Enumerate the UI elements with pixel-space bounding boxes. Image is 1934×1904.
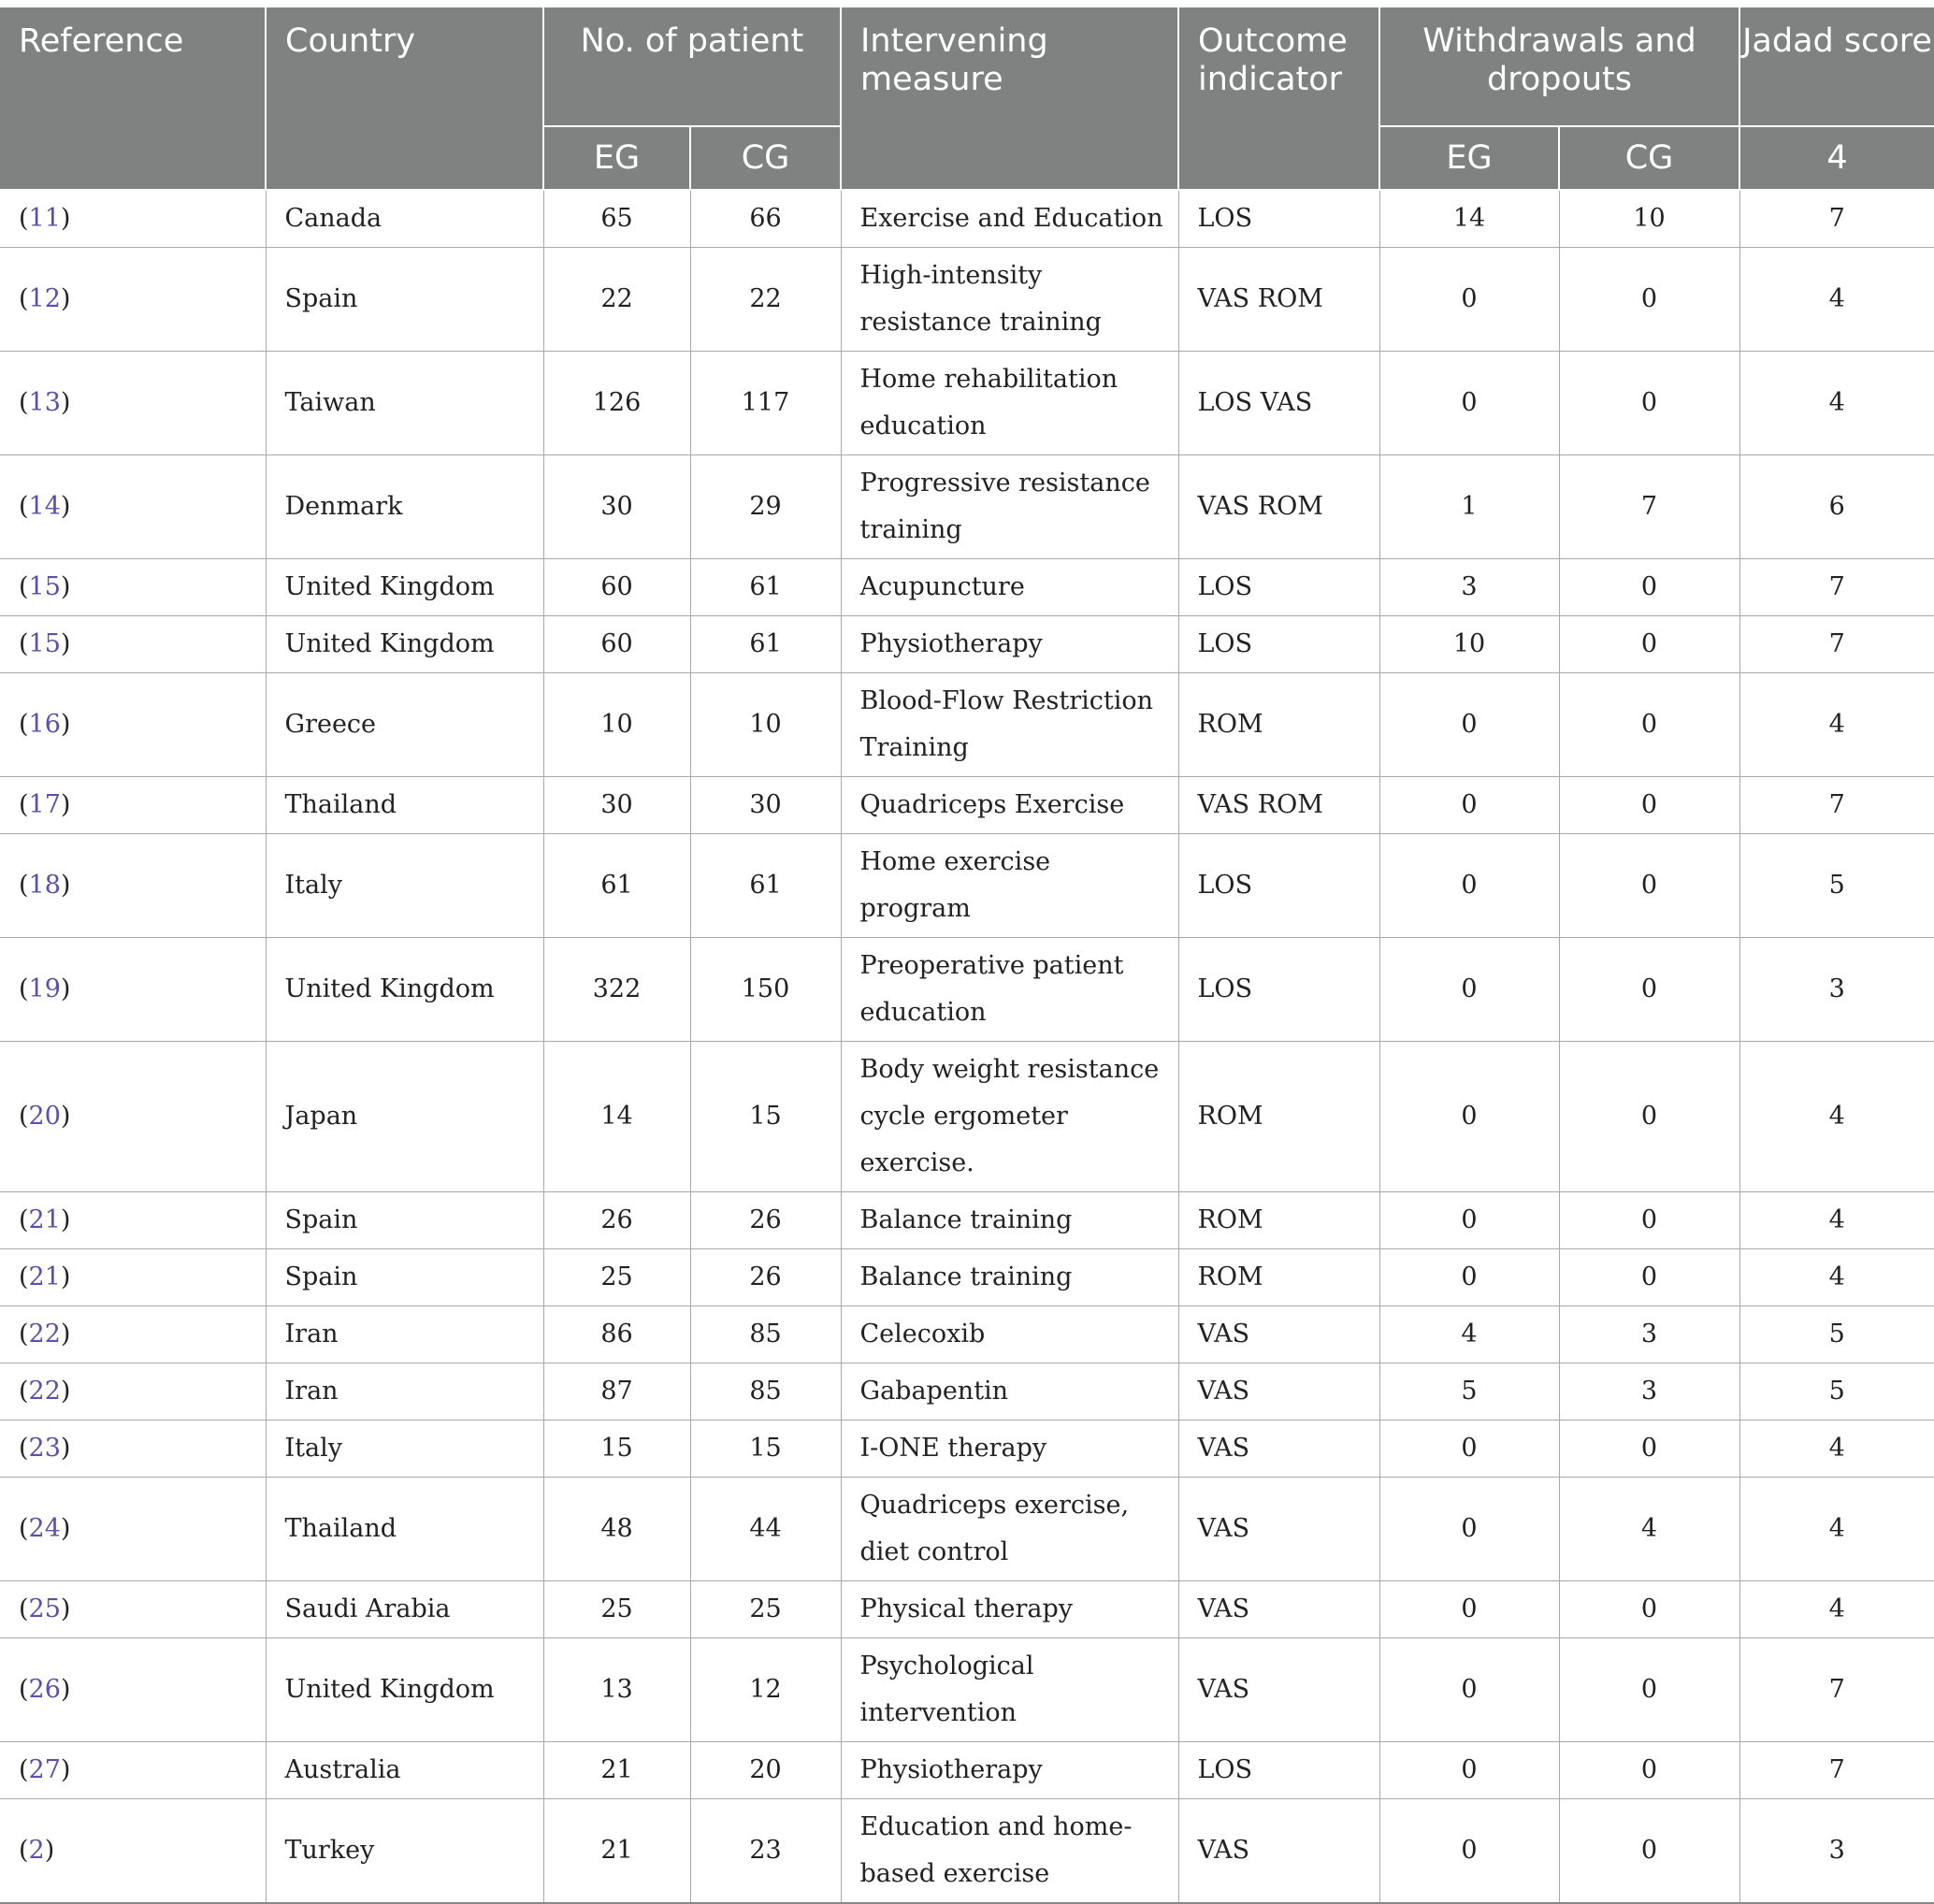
cell-withdrawals-eg: 0	[1379, 1742, 1559, 1799]
table-row	[0, 834, 1934, 938]
cell-patients-eg: 14	[543, 1042, 690, 1192]
cell-country: Spain	[266, 1192, 543, 1249]
cell-jadad: 4	[1739, 352, 1934, 455]
header-patients-eg: EG	[543, 126, 690, 190]
cell-patients-cg: 61	[690, 834, 841, 938]
table-row	[0, 1042, 1934, 1192]
reference-link[interactable]: 2	[28, 1836, 45, 1865]
cell-withdrawals-cg: 0	[1559, 1249, 1739, 1306]
cell-patients-eg: 30	[543, 455, 690, 559]
cell-country: Turkey	[266, 1799, 543, 1904]
cell-patients-eg: 26	[543, 1192, 690, 1249]
cell-withdrawals-eg: 0	[1379, 1042, 1559, 1192]
header-withdrawals-eg: EG	[1379, 126, 1559, 190]
cell-patients-cg: 12	[690, 1638, 841, 1742]
cell-country: Thailand	[266, 777, 543, 834]
cell-outcome: VAS ROM	[1178, 455, 1379, 559]
cell-reference: (13)	[0, 352, 266, 455]
cell-intervention: Blood-Flow Restriction Training	[841, 673, 1178, 777]
cell-country: Canada	[266, 190, 543, 248]
cell-jadad: 7	[1739, 616, 1934, 673]
reference-link[interactable]: 22	[28, 1377, 61, 1406]
cell-jadad: 7	[1739, 777, 1934, 834]
cell-reference: (21)	[0, 1249, 266, 1306]
cell-jadad: 5	[1739, 834, 1934, 938]
cell-patients-cg: 15	[690, 1042, 841, 1192]
cell-intervention: Preoperative patient education	[841, 938, 1178, 1042]
cell-patients-cg: 25	[690, 1581, 841, 1638]
cell-reference: (11)	[0, 190, 266, 248]
cell-patients-cg: 15	[690, 1421, 841, 1478]
table-row	[0, 673, 1934, 777]
cell-outcome: VAS	[1178, 1581, 1379, 1638]
cell-withdrawals-cg: 0	[1559, 938, 1739, 1042]
cell-patients-eg: 10	[543, 673, 690, 777]
cell-jadad: 5	[1739, 1306, 1934, 1363]
cell-patients-cg: 10	[690, 673, 841, 777]
cell-reference: (12)	[0, 248, 266, 352]
cell-country: Australia	[266, 1742, 543, 1799]
table-row	[0, 1363, 1934, 1421]
table-row	[0, 1478, 1934, 1581]
cell-outcome: VAS ROM	[1178, 777, 1379, 834]
cell-intervention: Home exercise program	[841, 834, 1178, 938]
cell-outcome: ROM	[1178, 1249, 1379, 1306]
cell-patients-eg: 21	[543, 1742, 690, 1799]
cell-reference: (18)	[0, 834, 266, 938]
cell-patients-cg: 85	[690, 1306, 841, 1363]
cell-reference: (16)	[0, 673, 266, 777]
cell-intervention: Balance training	[841, 1192, 1178, 1249]
cell-patients-cg: 30	[690, 777, 841, 834]
table-row	[0, 1306, 1934, 1363]
reference-link[interactable]: 27	[28, 1755, 61, 1784]
cell-withdrawals-cg: 0	[1559, 1799, 1739, 1904]
cell-patients-eg: 126	[543, 352, 690, 455]
cell-jadad: 7	[1739, 1742, 1934, 1799]
table-row	[0, 1249, 1934, 1306]
cell-outcome: VAS	[1178, 1478, 1379, 1581]
cell-withdrawals-eg: 0	[1379, 352, 1559, 455]
header-intervention: Intervening measure	[841, 7, 1178, 190]
cell-withdrawals-cg: 3	[1559, 1306, 1739, 1363]
cell-country: Iran	[266, 1363, 543, 1421]
cell-patients-eg: 61	[543, 834, 690, 938]
cell-intervention: High-intensity resistance training	[841, 248, 1178, 352]
cell-outcome: VAS	[1178, 1638, 1379, 1742]
reference-link[interactable]: 26	[28, 1675, 61, 1704]
table-row	[0, 352, 1934, 455]
table-row	[0, 1421, 1934, 1478]
cell-withdrawals-cg: 0	[1559, 1638, 1739, 1742]
cell-withdrawals-eg: 0	[1379, 938, 1559, 1042]
table-row	[0, 1581, 1934, 1638]
cell-outcome: ROM	[1178, 1042, 1379, 1192]
cell-reference: (22)	[0, 1363, 266, 1421]
cell-withdrawals-cg: 0	[1559, 1581, 1739, 1638]
cell-intervention: Exercise and Education	[841, 190, 1178, 248]
cell-jadad: 6	[1739, 455, 1934, 559]
cell-reference: (21)	[0, 1192, 266, 1249]
header-jadad-sub: 4	[1739, 126, 1934, 190]
cell-withdrawals-eg: 0	[1379, 777, 1559, 834]
cell-outcome: ROM	[1178, 1192, 1379, 1249]
cell-reference: (15)	[0, 559, 266, 616]
table-row	[0, 938, 1934, 1042]
reference-link[interactable]: 23	[28, 1434, 61, 1463]
cell-patients-eg: 15	[543, 1421, 690, 1478]
reference-link[interactable]: 21	[28, 1262, 61, 1291]
cell-intervention: Acupuncture	[841, 559, 1178, 616]
reference-link[interactable]: 21	[28, 1205, 61, 1234]
cell-patients-cg: 29	[690, 455, 841, 559]
reference-link[interactable]: 16	[28, 710, 61, 739]
cell-withdrawals-cg: 0	[1559, 559, 1739, 616]
cell-country: Japan	[266, 1042, 543, 1192]
cell-patients-cg: 23	[690, 1799, 841, 1904]
cell-intervention: Gabapentin	[841, 1363, 1178, 1421]
cell-patients-eg: 25	[543, 1581, 690, 1638]
cell-patients-eg: 60	[543, 616, 690, 673]
cell-patients-eg: 60	[543, 559, 690, 616]
cell-outcome: LOS	[1178, 616, 1379, 673]
cell-intervention: I-ONE therapy	[841, 1421, 1178, 1478]
cell-jadad: 7	[1739, 190, 1934, 248]
cell-reference: (15)	[0, 616, 266, 673]
cell-withdrawals-cg: 10	[1559, 190, 1739, 248]
table-row	[0, 1192, 1934, 1249]
cell-withdrawals-cg: 0	[1559, 352, 1739, 455]
table-row	[0, 455, 1934, 559]
cell-jadad: 4	[1739, 1249, 1934, 1306]
cell-reference: (20)	[0, 1042, 266, 1192]
cell-country: Denmark	[266, 455, 543, 559]
cell-jadad: 3	[1739, 938, 1934, 1042]
header-row	[0, 7, 1934, 126]
cell-withdrawals-eg: 0	[1379, 1581, 1559, 1638]
cell-withdrawals-cg: 0	[1559, 616, 1739, 673]
cell-country: Greece	[266, 673, 543, 777]
cell-withdrawals-cg: 0	[1559, 777, 1739, 834]
table-row	[0, 190, 1934, 248]
cell-patients-eg: 86	[543, 1306, 690, 1363]
reference-link[interactable]: 20	[28, 1102, 61, 1131]
cell-withdrawals-eg: 0	[1379, 1799, 1559, 1904]
reference-link[interactable]: 15	[28, 629, 61, 658]
reference-link[interactable]: 25	[28, 1594, 61, 1623]
cell-outcome: VAS	[1178, 1306, 1379, 1363]
cell-patients-cg: 150	[690, 938, 841, 1042]
cell-patients-eg: 65	[543, 190, 690, 248]
cell-intervention: Body weight resistance cycle ergometer exercise.	[841, 1042, 1178, 1192]
cell-withdrawals-eg: 0	[1379, 1421, 1559, 1478]
header-outcome: Outcome indicator	[1178, 7, 1379, 190]
cell-withdrawals-eg: 0	[1379, 834, 1559, 938]
cell-outcome: LOS	[1178, 559, 1379, 616]
reference-link[interactable]: 17	[28, 790, 61, 819]
cell-withdrawals-cg: 0	[1559, 1192, 1739, 1249]
cell-intervention: Home rehabilitation education	[841, 352, 1178, 455]
cell-intervention: Education and home-based exercise	[841, 1799, 1178, 1904]
header-withdrawals-cg: CG	[1559, 126, 1739, 190]
cell-reference: (27)	[0, 1742, 266, 1799]
cell-jadad: 4	[1739, 1192, 1934, 1249]
cell-patients-cg: 61	[690, 616, 841, 673]
cell-intervention: Progressive resistance training	[841, 455, 1178, 559]
cell-outcome: LOS VAS	[1178, 352, 1379, 455]
table-row	[0, 616, 1934, 673]
cell-jadad: 4	[1739, 1042, 1934, 1192]
cell-country: United Kingdom	[266, 559, 543, 616]
cell-jadad: 7	[1739, 1638, 1934, 1742]
cell-withdrawals-eg: 0	[1379, 1249, 1559, 1306]
cell-withdrawals-cg: 0	[1559, 1421, 1739, 1478]
cell-reference: (24)	[0, 1478, 266, 1581]
cell-withdrawals-cg: 0	[1559, 248, 1739, 352]
cell-reference: (19)	[0, 938, 266, 1042]
header-country: Country	[266, 7, 543, 190]
cell-withdrawals-eg: 1	[1379, 455, 1559, 559]
cell-patients-eg: 322	[543, 938, 690, 1042]
header-reference: Reference	[0, 7, 266, 190]
cell-withdrawals-eg: 0	[1379, 248, 1559, 352]
cell-outcome: ROM	[1178, 673, 1379, 777]
cell-patients-cg: 26	[690, 1249, 841, 1306]
cell-reference: (23)	[0, 1421, 266, 1478]
table-row	[0, 559, 1934, 616]
cell-country: Saudi Arabia	[266, 1581, 543, 1638]
cell-jadad: 4	[1739, 673, 1934, 777]
cell-intervention: Physiotherapy	[841, 1742, 1178, 1799]
reference-link[interactable]: 18	[28, 871, 61, 900]
cell-outcome: LOS	[1178, 190, 1379, 248]
cell-patients-cg: 20	[690, 1742, 841, 1799]
cell-jadad: 7	[1739, 559, 1934, 616]
cell-outcome: VAS	[1178, 1363, 1379, 1421]
cell-patients-eg: 22	[543, 248, 690, 352]
cell-reference: (26)	[0, 1638, 266, 1742]
reference-link[interactable]: 15	[28, 572, 61, 601]
cell-patients-eg: 25	[543, 1249, 690, 1306]
cell-country: United Kingdom	[266, 1638, 543, 1742]
header-jadad: Jadad score	[1739, 7, 1934, 126]
cell-withdrawals-eg: 0	[1379, 673, 1559, 777]
reference-link[interactable]: 19	[28, 974, 61, 1003]
cell-withdrawals-eg: 5	[1379, 1363, 1559, 1421]
cell-outcome: VAS	[1178, 1799, 1379, 1904]
cell-withdrawals-eg: 3	[1379, 559, 1559, 616]
reference-link[interactable]: 13	[28, 388, 61, 417]
cell-reference: (22)	[0, 1306, 266, 1363]
cell-country: Italy	[266, 834, 543, 938]
cell-withdrawals-cg: 0	[1559, 1742, 1739, 1799]
cell-jadad: 5	[1739, 1363, 1934, 1421]
cell-outcome: LOS	[1178, 834, 1379, 938]
cell-reference: (25)	[0, 1581, 266, 1638]
cell-intervention: Physical therapy	[841, 1581, 1178, 1638]
cell-outcome: VAS ROM	[1178, 248, 1379, 352]
cell-jadad: 3	[1739, 1799, 1934, 1904]
cell-country: Taiwan	[266, 352, 543, 455]
cell-withdrawals-eg: 4	[1379, 1306, 1559, 1363]
cell-patients-cg: 26	[690, 1192, 841, 1249]
cell-patients-cg: 85	[690, 1363, 841, 1421]
header-patients: No. of patient	[543, 7, 841, 126]
cell-intervention: Balance training	[841, 1249, 1178, 1306]
cell-patients-eg: 21	[543, 1799, 690, 1904]
cell-country: Spain	[266, 248, 543, 352]
cell-jadad: 4	[1739, 248, 1934, 352]
header-patients-cg: CG	[690, 126, 841, 190]
reference-link[interactable]: 14	[28, 492, 61, 521]
table-body	[0, 190, 1934, 1903]
cell-patients-eg: 30	[543, 777, 690, 834]
cell-patients-eg: 48	[543, 1478, 690, 1581]
cell-patients-cg: 44	[690, 1478, 841, 1581]
cell-withdrawals-cg: 3	[1559, 1363, 1739, 1421]
cell-intervention: Psychological intervention	[841, 1638, 1178, 1742]
cell-patients-eg: 13	[543, 1638, 690, 1742]
cell-jadad: 4	[1739, 1421, 1934, 1478]
study-characteristics-table	[0, 7, 1934, 1904]
cell-withdrawals-eg: 0	[1379, 1192, 1559, 1249]
cell-withdrawals-cg: 0	[1559, 834, 1739, 938]
cell-jadad: 4	[1739, 1581, 1934, 1638]
table-row	[0, 777, 1934, 834]
cell-reference: (2)	[0, 1799, 266, 1904]
cell-patients-cg: 61	[690, 559, 841, 616]
cell-outcome: LOS	[1178, 938, 1379, 1042]
cell-withdrawals-cg: 0	[1559, 1042, 1739, 1192]
cell-country: Italy	[266, 1421, 543, 1478]
cell-patients-cg: 117	[690, 352, 841, 455]
cell-country: Thailand	[266, 1478, 543, 1581]
cell-reference: (17)	[0, 777, 266, 834]
cell-country: United Kingdom	[266, 616, 543, 673]
cell-intervention: Celecoxib	[841, 1306, 1178, 1363]
cell-withdrawals-cg: 0	[1559, 673, 1739, 777]
cell-country: Spain	[266, 1249, 543, 1306]
reference-link[interactable]: 22	[28, 1320, 61, 1349]
reference-link[interactable]: 12	[28, 284, 61, 313]
cell-intervention: Quadriceps exercise, diet control	[841, 1478, 1178, 1581]
cell-withdrawals-cg: 7	[1559, 455, 1739, 559]
cell-patients-eg: 87	[543, 1363, 690, 1421]
cell-intervention: Quadriceps Exercise	[841, 777, 1178, 834]
cell-jadad: 4	[1739, 1478, 1934, 1581]
cell-country: Iran	[266, 1306, 543, 1363]
cell-outcome: LOS	[1178, 1742, 1379, 1799]
cell-country: United Kingdom	[266, 938, 543, 1042]
cell-withdrawals-cg: 4	[1559, 1478, 1739, 1581]
table-row	[0, 1742, 1934, 1799]
cell-patients-cg: 22	[690, 248, 841, 352]
cell-patients-cg: 66	[690, 190, 841, 248]
table-row	[0, 1799, 1934, 1904]
reference-link[interactable]: 11	[28, 204, 61, 233]
cell-withdrawals-eg: 0	[1379, 1638, 1559, 1742]
table-row	[0, 248, 1934, 352]
reference-link[interactable]: 24	[28, 1514, 61, 1543]
cell-reference: (14)	[0, 455, 266, 559]
cell-withdrawals-eg: 10	[1379, 616, 1559, 673]
cell-withdrawals-eg: 0	[1379, 1478, 1559, 1581]
header-withdrawals: Withdrawals and dropouts	[1379, 7, 1739, 126]
cell-intervention: Physiotherapy	[841, 616, 1178, 673]
cell-withdrawals-eg: 14	[1379, 190, 1559, 248]
table-row	[0, 1638, 1934, 1742]
cell-outcome: VAS	[1178, 1421, 1379, 1478]
